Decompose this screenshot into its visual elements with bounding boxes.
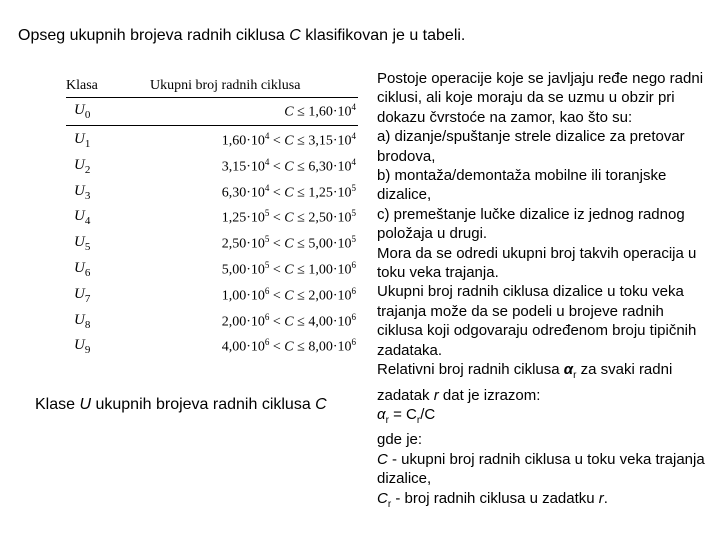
table-row <box>66 281 358 307</box>
table-row <box>66 255 358 281</box>
table-row <box>66 332 358 358</box>
table-caption <box>35 396 327 414</box>
range-cell: $1,60\cdot 10^4 < C \le 3,15\cdot 10^4$ <box>221 131 356 149</box>
title-symbol: C <box>289 27 301 44</box>
table-row <box>66 307 358 333</box>
range-cell: $4,00\cdot 10^6 < C \le 8,00\cdot 10^6$ <box>221 337 356 356</box>
title-text: Opseg ukupnih brojeva radnih ciklusa <box>18 27 290 44</box>
class-cell: $U_1$ <box>74 131 91 150</box>
class-cell: $U_7$ <box>74 285 91 305</box>
caption-symbol-end: C <box>315 396 327 413</box>
paragraph-intro: Postoje operacije koje se javljaju ređe nego radni ciklusi, ali koje moraju da se uzmu u obzir pri dokazu čvrstoće na zamor, kao što su: <box>377 70 704 126</box>
range-cell: $1,00\cdot 10^6 < C \le 2,00\cdot 10^6$ <box>221 285 356 304</box>
range-cell: $6,30\cdot 10^4 < C \le 1,25\cdot 10^5$ <box>221 182 356 201</box>
table-row <box>66 152 358 178</box>
table-body <box>66 98 358 358</box>
table-row <box>66 126 358 152</box>
range-cell: $2,50\cdot 10^5 < C \le 5,00\cdot 10^5$ <box>221 234 356 252</box>
caption-text: Klase <box>35 396 80 413</box>
class-cell: $U_2$ <box>74 156 91 176</box>
class-cell: $U_0$ <box>74 102 91 121</box>
page-title <box>18 27 465 45</box>
paragraph-a: a) dizanje/spuštanje strele dizalice za pretovar brodova, <box>377 128 685 165</box>
class-cell: $U_3$ <box>74 182 91 202</box>
table-row <box>66 203 358 229</box>
definition-c: C - ukupni broj radnih ciklusa u toku veka trajanja dizalice, <box>377 450 705 488</box>
range-cell: $C \le 1,60\cdot 10^4$ <box>284 102 356 120</box>
range-cell: $5,00\cdot 10^5 < C \le 1,00\cdot 10^6$ <box>221 259 356 278</box>
title-text-end: klasifikovan je u tabeli. <box>300 27 466 44</box>
paragraph-relative: Relativni broj radnih ciklusa $\alpha_r$ za svaki radni zadatak r dat je izrazom: <box>377 361 673 404</box>
paragraph-b: b) montaža/demontaža mobilne ili toranjske dizalice, <box>377 167 667 204</box>
class-cell: $U_6$ <box>74 259 91 279</box>
table-row <box>66 178 358 204</box>
table-row <box>66 229 358 255</box>
column-header-total: Ukupni broj radnih ciklusa <box>150 78 301 93</box>
paragraph-c: c) premeštanje lučke dizalice iz jednog radnog položaja u drugi. <box>377 205 685 243</box>
explanation-text <box>377 69 712 514</box>
table-header <box>66 75 358 98</box>
class-cell: $U_9$ <box>74 337 91 357</box>
paragraph-division: Ukupni broj radnih ciklusa dizalice u toku veka trajanja može da se podeli u brojeve radnih ciklusa koji odgovaraju određenom broju tipičnih zadataka. <box>377 283 697 359</box>
definition-cr: $C_r$ - broj radnih ciklusa u zadatku r. <box>377 489 608 510</box>
range-cell: $2,00\cdot 10^6 < C \le 4,00\cdot 10^6$ <box>221 311 356 330</box>
formula: $\alpha_r = C_r/C$ <box>377 405 436 426</box>
range-cell: $1,25\cdot 10^5 < C \le 2,50\cdot 10^5$ <box>221 208 356 227</box>
table-row <box>66 98 358 126</box>
class-cell: $U_4$ <box>74 208 91 228</box>
column-header-class: Klasa <box>66 78 98 93</box>
range-cell: $3,15\cdot 10^4 < C \le 6,30\cdot 10^4$ <box>221 156 356 175</box>
class-cell: $U_8$ <box>74 311 91 331</box>
caption-symbol: U <box>79 396 92 413</box>
caption-text-middle: ukupnih brojeva radnih ciklusa <box>91 396 316 413</box>
paragraph-determine: Mora da se odredi ukupni broj takvih operacija u toku veka trajanja. <box>377 244 697 282</box>
class-cell: $U_5$ <box>74 234 91 254</box>
classes-table <box>66 75 358 358</box>
paragraph-where: gde je: <box>377 431 423 449</box>
